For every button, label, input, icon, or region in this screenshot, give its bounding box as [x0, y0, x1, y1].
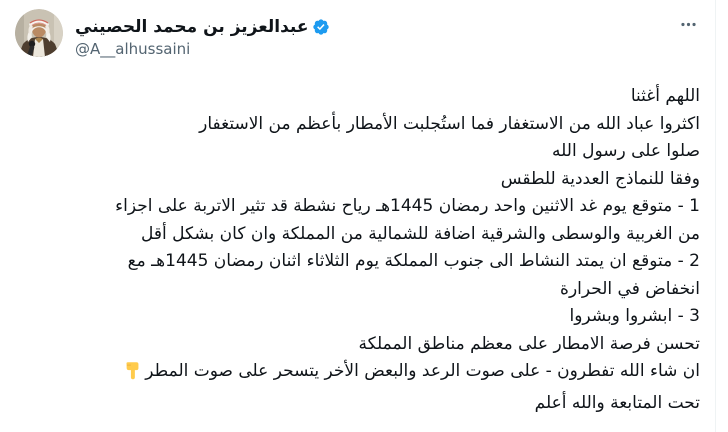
- tweet-text-line: [15, 111, 700, 139]
- more-options-button[interactable]: [679, 9, 700, 38]
- tweet-text-line: [15, 303, 700, 331]
- tweet-header: [15, 9, 700, 59]
- tweet-text-line-6: من الغربية والوسطى والشرقية اضافة للشمالية من المملكة وان كان بشكل أقل: [140, 223, 700, 244]
- tweet-text-line: [15, 276, 700, 304]
- tweet-text-line: [15, 248, 700, 276]
- avatar[interactable]: [15, 9, 63, 57]
- tweet-text-line-12: تحت المتابعة والله أعلم: [534, 392, 700, 413]
- tweet-text-line-3: صلوا على رسول الله: [552, 141, 700, 161]
- verified-badge-icon[interactable]: [312, 18, 330, 36]
- tweet-text-line: [15, 358, 700, 390]
- tweet-text-line-11: ان شاء الله تفطرون - على صوت الرعد والبعض الأخر يتسحر على صوت المطر: [145, 361, 700, 381]
- tweet-text-line: [15, 221, 700, 249]
- pointing-down-emoji: [123, 361, 142, 390]
- tweet-text-line: [15, 193, 700, 221]
- tweet-text-line: [15, 83, 700, 111]
- tweet-text-line-9: 3 - ابشروا وبشروا: [569, 306, 700, 326]
- tweet-text-line-8: انخفاض في الحرارة: [560, 278, 700, 299]
- tweet-text-line-5: 1 - متوقع يوم غد الاثنين واحد رمضان 1445هـ رياح نشطة قد تثير الاتربة على اجزاء: [115, 196, 700, 216]
- tweet-text-line-1: اللهم أغثنا: [630, 86, 700, 106]
- ellipsis-icon: [679, 15, 698, 34]
- author-block: [75, 9, 330, 59]
- author-display-name[interactable]: عبدالعزيز بن محمد الحصيني: [75, 17, 309, 37]
- author-name-row: [75, 17, 330, 37]
- tweet-text-line-2: اكثروا عباد الله من الاستغفار فما استُجلبت الأمطار بأعظم من الاستغفار: [199, 113, 700, 134]
- tweet-text-line: [15, 390, 700, 418]
- tweet-text: [15, 83, 700, 417]
- tweet-text-line-7: 2 - متوقع ان يمتد النشاط الى جنوب المملكة يوم الثلاثاء اثنان رمضان 1445هـ مع: [127, 251, 700, 271]
- tweet-text-line: [15, 331, 700, 359]
- tweet-text-line: [15, 166, 700, 194]
- tweet-text-line: [15, 138, 700, 166]
- avatar-image: [15, 9, 63, 57]
- author-handle[interactable]: @A__alhussaini: [75, 40, 191, 58]
- tweet-text-line-10: تحسن فرصة الامطار على معظم مناطق المملكة: [358, 333, 700, 354]
- tweet-text-line-4: وفقا للنماذج العددية للطقس: [500, 168, 700, 189]
